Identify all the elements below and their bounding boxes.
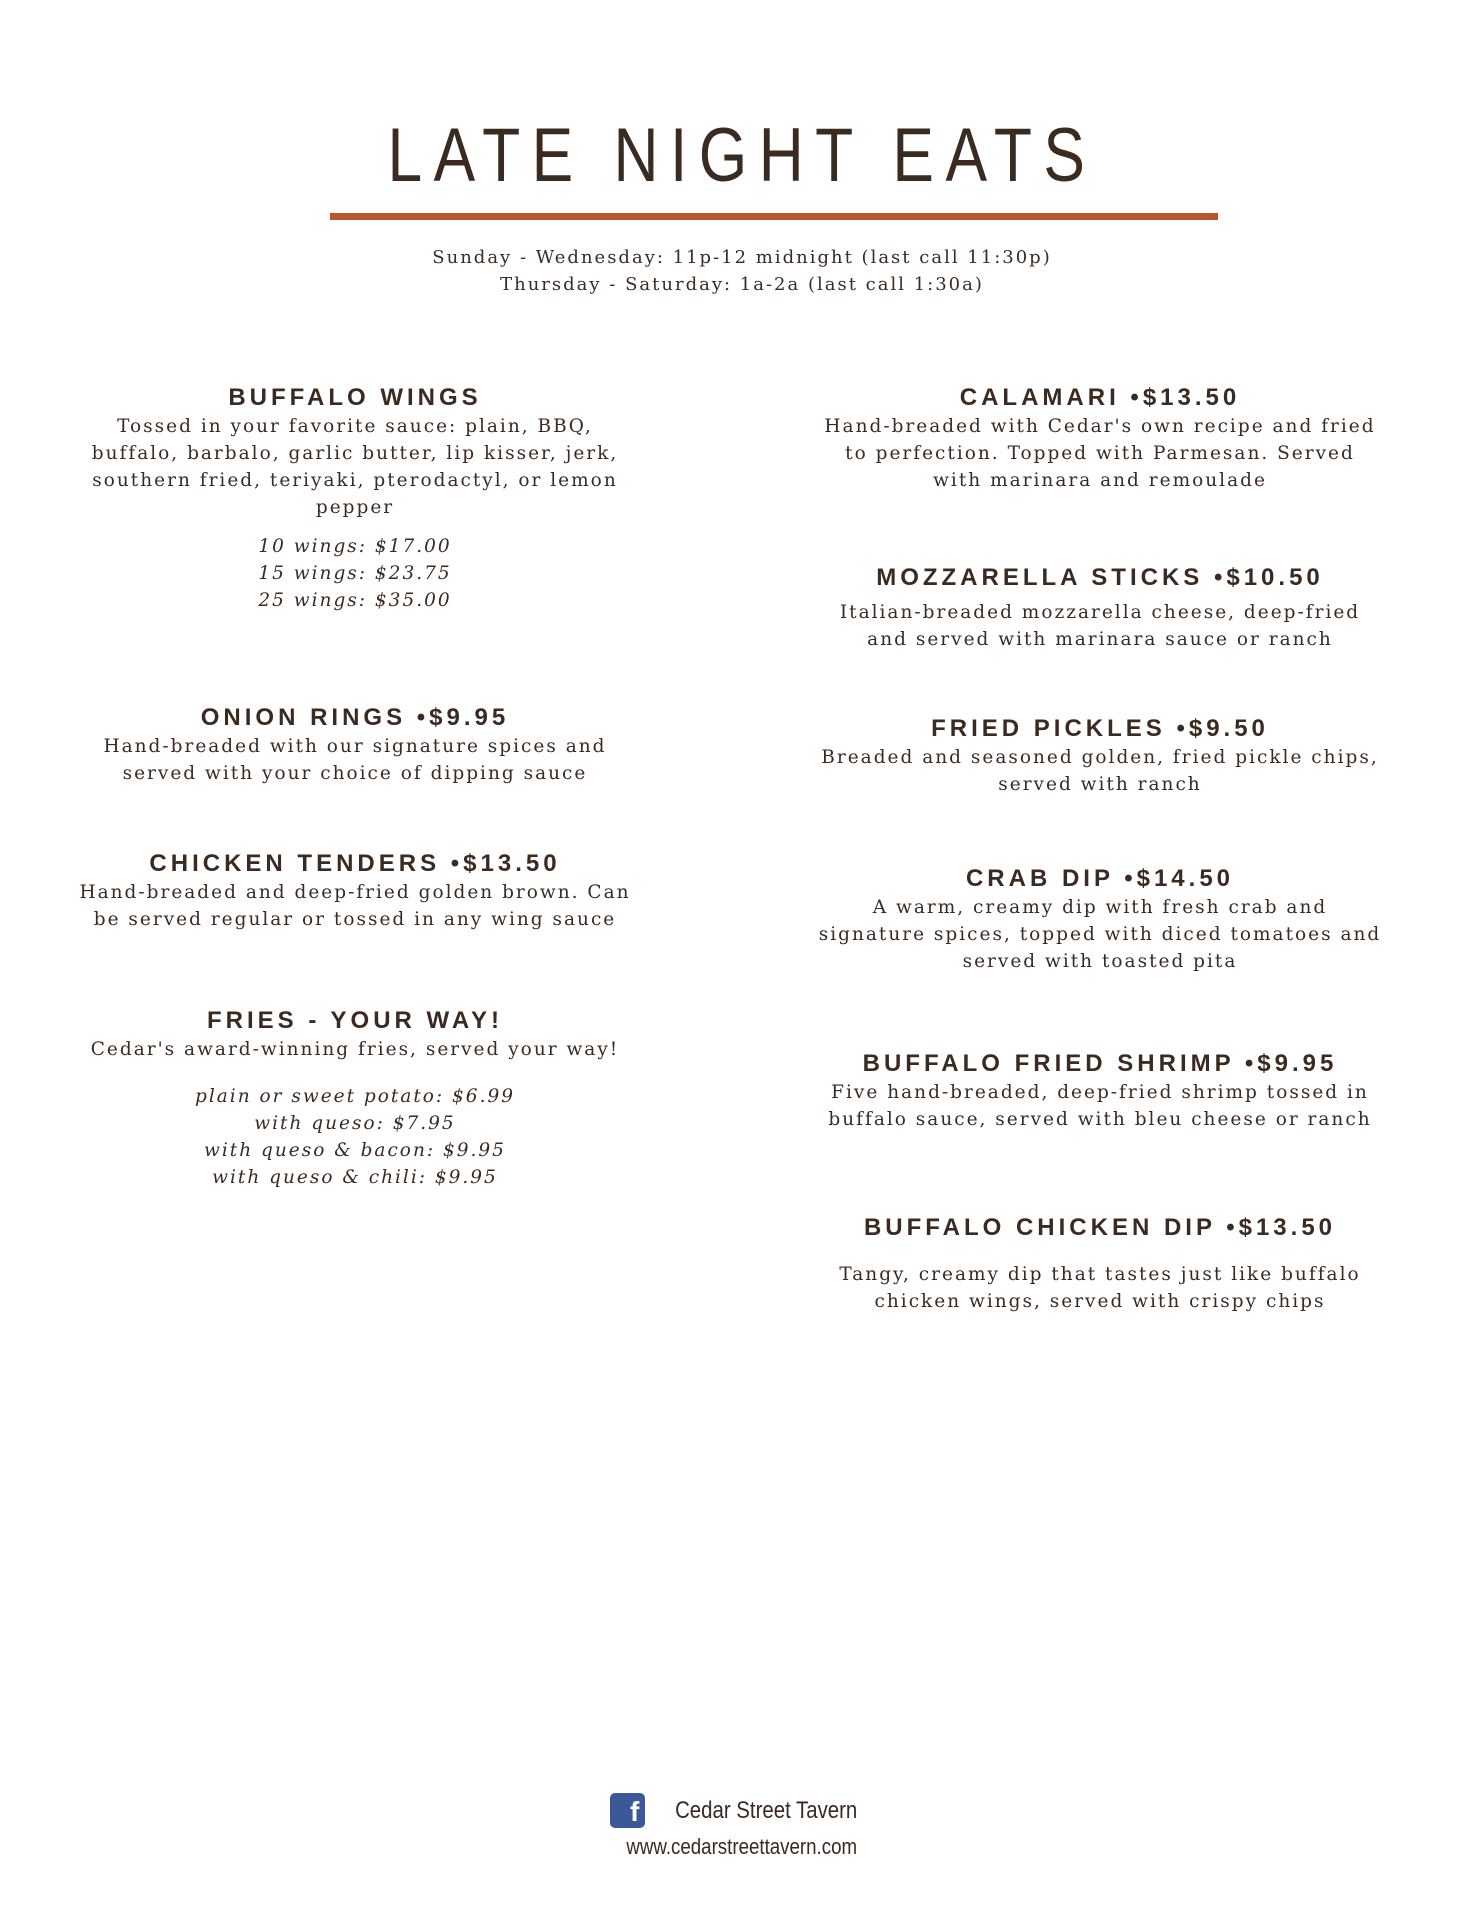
item-name: MOZZARELLA STICKS •$10.50 xyxy=(876,564,1324,591)
hours-line: Sunday - Wednesday: 11p-12 midnight (last call 11:30p) xyxy=(432,247,1052,268)
price-line: 25 wings: $35.00 xyxy=(258,590,452,611)
item-desc-line: served with ranch xyxy=(998,774,1202,795)
menu-item-onion-rings xyxy=(40,703,670,787)
menu-item-buffalo-fried-shrimp xyxy=(775,1049,1425,1133)
price-line: 15 wings: $23.75 xyxy=(258,563,452,584)
item-desc-line: Cedar's award-winning fries, served your way! xyxy=(90,1039,620,1060)
item-name: ONION RINGS •$9.95 xyxy=(200,704,510,731)
item-name: CHICKEN TENDERS •$13.50 xyxy=(149,850,561,877)
item-desc-line: chicken wings, served with crispy chips xyxy=(874,1291,1326,1312)
facebook-page-name[interactable]: Cedar Street Tavern xyxy=(675,1796,858,1824)
price-line: 10 wings: $17.00 xyxy=(258,536,452,557)
item-desc-line: Italian-breaded mozzarella cheese, deep-fried xyxy=(839,602,1361,623)
item-name: BUFFALO CHICKEN DIP •$13.50 xyxy=(863,1214,1337,1241)
price-list xyxy=(40,1083,670,1191)
item-desc-line: be served regular or tossed in any wing sauce xyxy=(93,909,617,930)
menu-item-buffalo-wings xyxy=(40,383,670,614)
item-desc-line: buffalo sauce, served with bleu cheese or ranch xyxy=(828,1109,1372,1130)
item-name: CALAMARI •$13.50 xyxy=(959,384,1241,411)
hours-block xyxy=(0,244,1484,298)
item-name: BUFFALO FRIED SHRIMP •$9.95 xyxy=(862,1050,1338,1077)
menu-item-buffalo-chicken-dip xyxy=(775,1213,1425,1315)
item-desc-line: Tangy, creamy dip that tastes just like buffalo xyxy=(839,1264,1361,1285)
facebook-link[interactable] xyxy=(610,1793,873,1828)
item-desc-line: Breaded and seasoned golden, fried pickle chips, xyxy=(821,747,1379,768)
menu-item-chicken-tenders xyxy=(40,849,670,933)
item-desc-line: Hand-breaded with Cedar's own recipe and fried xyxy=(824,416,1376,437)
price-line: with queso & chili: $9.95 xyxy=(212,1167,498,1188)
menu-title: LATE NIGHT EATS xyxy=(387,113,1097,198)
price-line: plain or sweet potato: $6.99 xyxy=(195,1086,515,1107)
item-name: FRIES - YOUR WAY! xyxy=(206,1007,504,1034)
menu-item-crab-dip xyxy=(775,864,1425,975)
item-desc-line: Tossed in your favorite sauce: plain, BBQ, xyxy=(117,416,593,437)
item-desc-line: southern fried, teriyaki, pterodactyl, or lemon xyxy=(92,470,618,491)
facebook-icon[interactable]: f xyxy=(610,1793,645,1828)
item-name: CRAB DIP •$14.50 xyxy=(965,865,1235,892)
item-desc-line: served with toasted pita xyxy=(962,951,1238,972)
menu-item-fried-pickles xyxy=(775,714,1425,798)
item-desc-line: served with your choice of dipping sauce xyxy=(122,763,588,784)
item-name: FRIED PICKLES •$9.50 xyxy=(931,715,1269,742)
item-desc-line: pepper xyxy=(315,497,395,518)
item-desc-line: to perfection. Topped with Parmesan. Served xyxy=(845,443,1355,464)
price-line: with queso & bacon: $9.95 xyxy=(204,1140,506,1161)
menu-item-calamari xyxy=(775,383,1425,494)
item-desc-line: Hand-breaded with our signature spices and xyxy=(103,736,607,757)
price-list xyxy=(40,533,670,614)
title-divider xyxy=(330,213,1218,220)
hours-line: Thursday - Saturday: 1a-2a (last call 1:30a) xyxy=(500,274,984,295)
item-name: BUFFALO WINGS xyxy=(228,384,482,411)
menu-item-fries xyxy=(40,1006,670,1191)
item-desc-line: and served with marinara sauce or ranch xyxy=(867,629,1333,650)
item-desc-line: Five hand-breaded, deep-fried shrimp tossed in xyxy=(831,1082,1369,1103)
item-desc-line: Hand-breaded and deep-fried golden brown. Can xyxy=(79,882,631,903)
item-desc-line: A warm, creamy dip with fresh crab and xyxy=(872,897,1328,918)
item-desc-line: buffalo, barbalo, garlic butter, lip kisser, jerk, xyxy=(91,443,619,464)
item-desc-line: with marinara and remoulade xyxy=(933,470,1267,491)
menu-item-mozzarella-sticks xyxy=(775,563,1425,653)
price-line: with queso: $7.95 xyxy=(254,1113,456,1134)
item-desc-line: signature spices, topped with diced tomatoes and xyxy=(818,924,1382,945)
footer xyxy=(0,1793,1484,1860)
website-link[interactable]: www.cedarstreettavern.com xyxy=(626,1834,858,1859)
